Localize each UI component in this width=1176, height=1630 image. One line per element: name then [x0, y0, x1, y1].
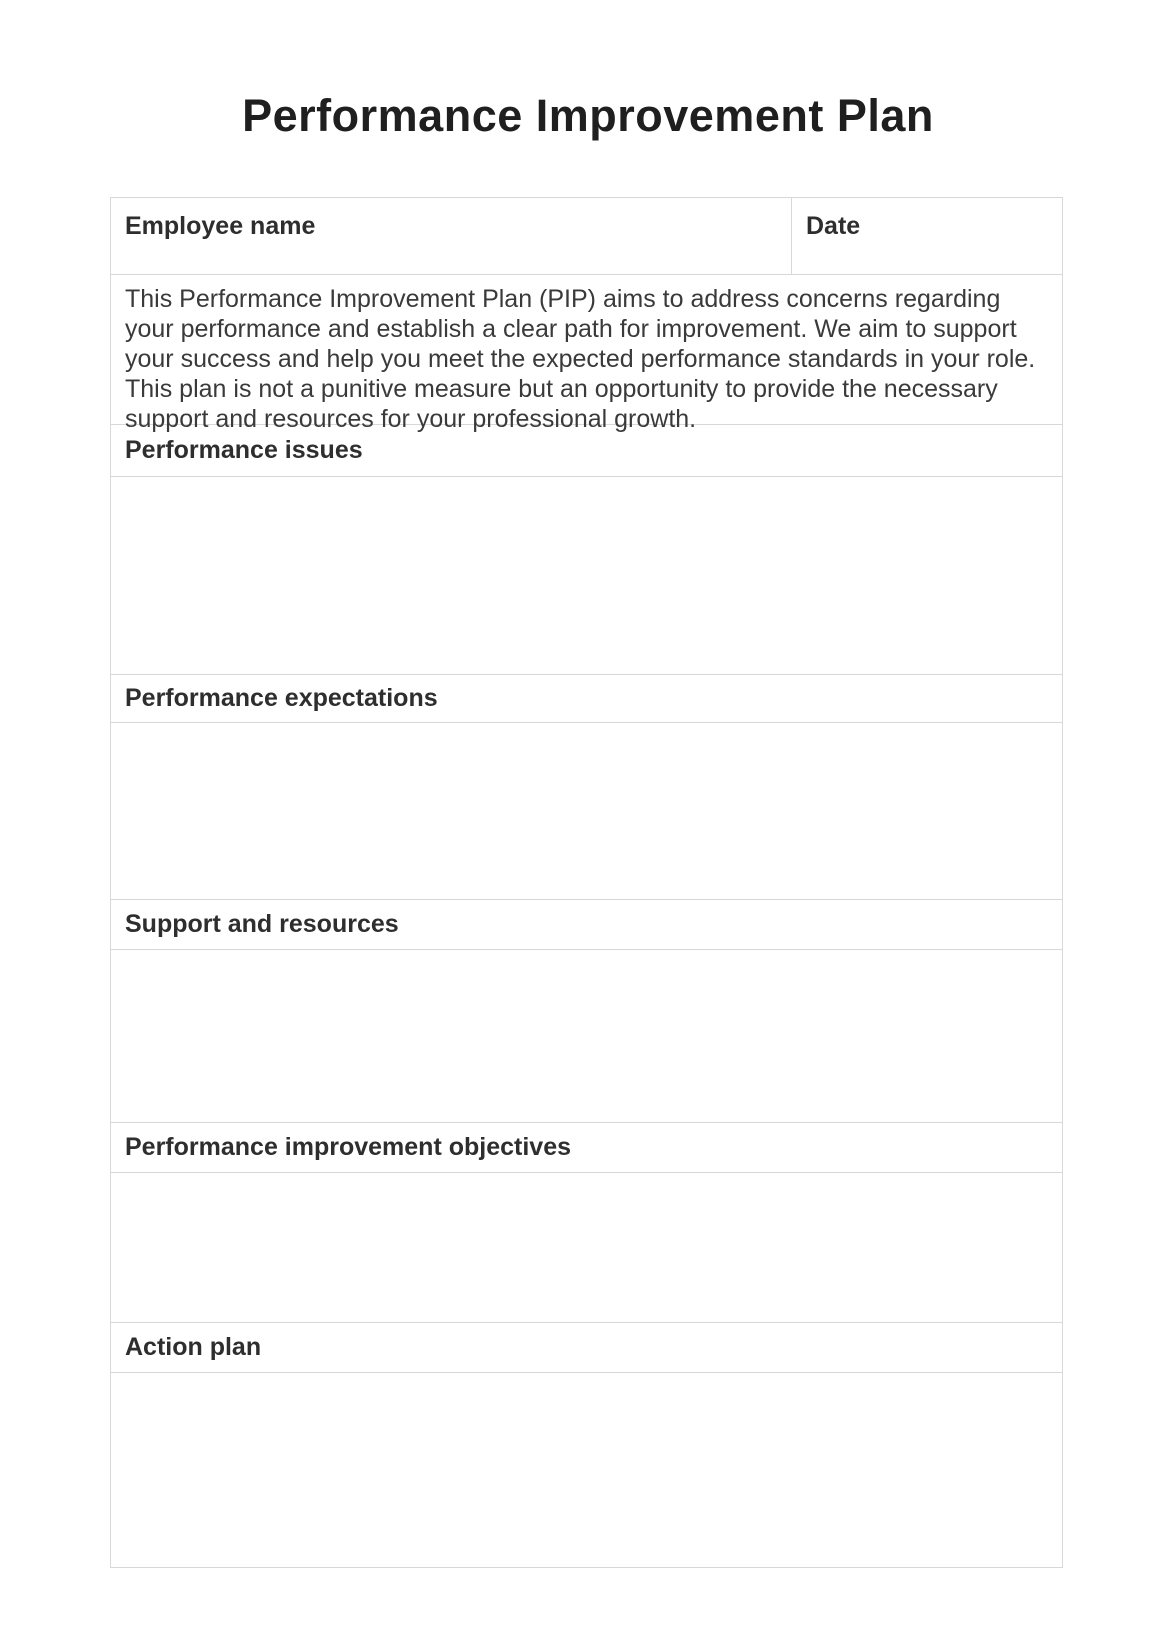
date-label: Date: [806, 212, 861, 240]
performance-improvement-objectives-input[interactable]: [111, 1173, 1062, 1323]
employee-date-row: [111, 198, 1062, 275]
support-and-resources-input[interactable]: [111, 950, 1062, 1123]
section-header-performance-expectations: [111, 675, 1062, 723]
section-header-support-and-resources: [111, 900, 1062, 950]
performance-issues-label: Performance issues: [125, 436, 363, 464]
section-header-action-plan: [111, 1323, 1062, 1373]
performance-expectations-label: Performance expectations: [125, 684, 438, 712]
action-plan-input[interactable]: [111, 1373, 1062, 1567]
performance-issues-input[interactable]: [111, 477, 1062, 675]
date-field[interactable]: [792, 198, 1062, 274]
action-plan-label: Action plan: [125, 1333, 262, 1361]
performance-expectations-input[interactable]: [111, 723, 1062, 900]
performance-improvement-objectives-label: Performance improvement objectives: [125, 1133, 571, 1161]
intro-paragraph: This Performance Improvement Plan (PIP) aims to address concerns regarding your performance and establish a clear path for improvement. We aim to support your success and help you meet the expected performance standards in your role. This plan is not a punitive measure but an opportunity to provide the necessary support and resources for your professional growth.: [125, 285, 1036, 433]
employee-name-field[interactable]: [111, 198, 792, 274]
pip-form-table: [110, 197, 1063, 1568]
intro-row: [111, 275, 1062, 433]
support-and-resources-label: Support and resources: [125, 910, 399, 938]
employee-name-label: Employee name: [125, 212, 316, 240]
page-title: Performance Improvement Plan: [242, 90, 934, 141]
section-header-performance-improvement-objectives: [111, 1123, 1062, 1173]
